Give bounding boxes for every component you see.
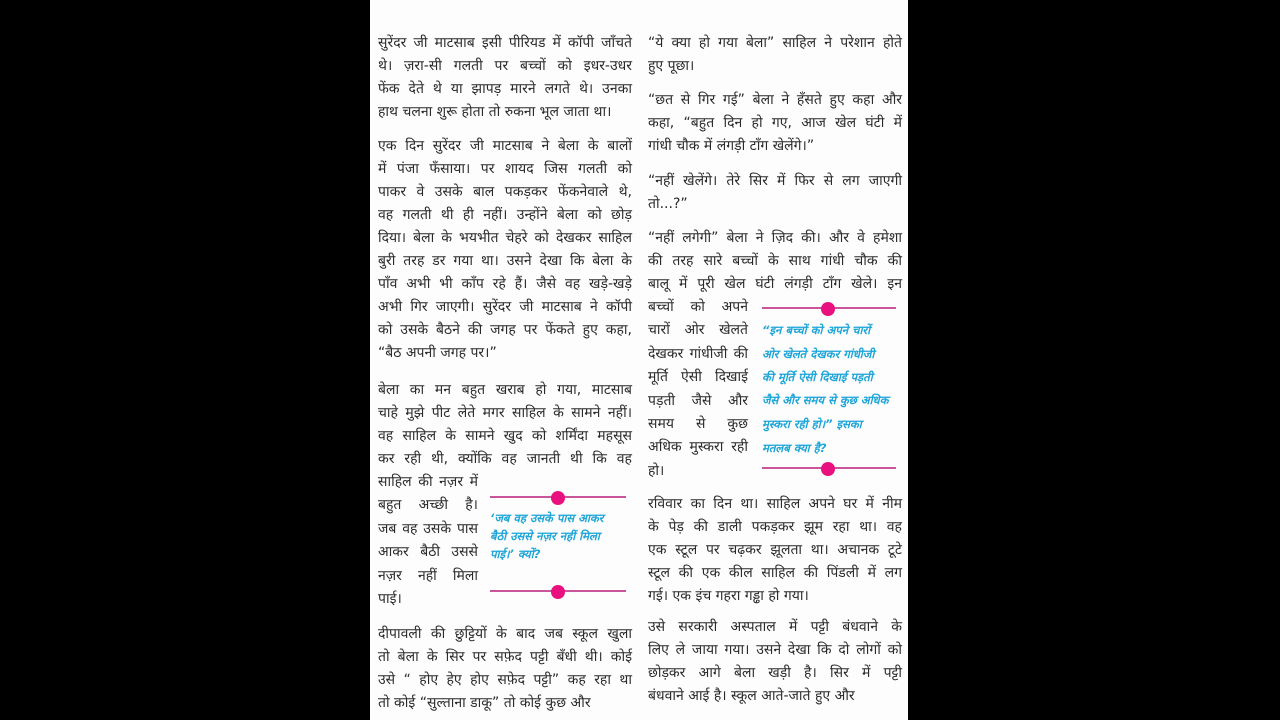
paragraph-line: “नहीं खेलेंगे। तेरे सिर में फिर से लग जाएगी — [648, 173, 902, 189]
paragraph-line: वह गलती थी ही नहीं। उन्होंने बेला को छोड़ — [378, 207, 632, 223]
paragraph-line: रविवार का दिन था। साहिल अपने घर में नीम — [648, 496, 902, 512]
paragraph-line: हुए पूछा। — [648, 58, 695, 74]
paragraph-line: गांधी चौक में लंगड़ी टाँग खेलेंगे।” — [648, 138, 815, 154]
paragraph-line: पड़ती जैसे और — [648, 392, 748, 409]
paragraph-line: एक स्टूल पर चढ़कर झूलता था। अचानक टूटे — [648, 542, 902, 558]
paragraph-line: बेला का मन बहुत खराब हो गया, माटसाब — [378, 382, 632, 398]
paragraph-line: चाहे मुझे पीट लेते मगर साहिल के सामने नहीं। — [378, 405, 632, 421]
callout-question-line: पाई।’ क्यों? — [490, 547, 541, 561]
callout-dot-icon — [821, 302, 835, 316]
paragraph-line: थे। ज़रा-सी गलती पर बच्चों को इधर-उधर — [378, 58, 632, 74]
paragraph-line: अधिक मुस्करा रही — [648, 439, 748, 456]
paragraph-line: जब वह उसके पास — [378, 520, 478, 537]
paragraph-line: बुरी तरह डर गया था। उसने देखा कि बेला के — [378, 253, 632, 269]
paragraph-line: बंधवाने आई है। स्कूल आते-जाते हुए और — [648, 688, 855, 704]
paragraph-line: कहा, “बहुत दिन हो गए, आज खेल घंटी में — [648, 115, 902, 131]
paragraph-line: नज़र नहीं मिला — [378, 567, 478, 584]
paragraph-line: पाई। — [378, 591, 402, 607]
paragraph-line: पाकर वे उसके बाल पकड़कर फेंकनेवाले थे, — [378, 184, 632, 200]
paragraph-line: चारों ओर खेलते — [648, 322, 748, 339]
paragraph-line: देखकर गांधीजी की — [648, 345, 748, 362]
callout-question-line: जैसे और समय से कुछ अधिक — [762, 393, 889, 407]
paragraph-line: को उसके बैठने की जगह पर फेंकते हुए कहा, — [378, 322, 632, 338]
paragraph-line: “छत से गिर गई” बेला ने हँसते हुए कहा और — [648, 92, 902, 108]
callout-dot-icon — [551, 585, 565, 599]
paragraph-line: पाँव अभी भी काँप रहे हैं। जैसे वह खड़े-खड़े — [378, 276, 632, 292]
callout-question-line: बैठी उससे नज़र नहीं मिला — [490, 529, 600, 543]
paragraph-line: फेंक देते थे या झापड़ मारने लगते थे। उनका — [378, 81, 632, 97]
paragraph-line: तो...?” — [648, 196, 688, 212]
callout-question-line: ‘जब वह उसके पास आकर — [490, 511, 604, 525]
paragraph-line: मूर्ति ऐसी दिखाई — [648, 369, 748, 386]
callout-dot-icon — [821, 462, 835, 476]
paragraph-line: में पंजा फँसाया। पर शायद जिस गलती को — [378, 161, 632, 177]
callout-question-line: “इन बच्चों को अपने चारों — [762, 323, 871, 337]
paragraph-line: आकर बैठी उससे — [378, 544, 478, 561]
paragraph-line: वह साहिल के सामने खुद को शर्मिंदा महसूस — [378, 428, 632, 444]
paragraph-line: दीपावली की छुट्टियों के बाद जब स्कूल खुला — [378, 626, 632, 642]
paragraph-line: हाथ चलना शुरू होता तो रुकना भूल जाता था। — [378, 104, 612, 120]
paragraph-line: बच्चों को अपने — [648, 299, 748, 315]
paragraph-line: तो बेला के सिर पर सफ़ेद पट्टी बँधी थी। कोई — [378, 649, 632, 665]
paragraph-line: कर रही थी, क्योंकि वह जानती थी कि वह — [378, 451, 632, 467]
paragraph-line: उसे सरकारी अस्पताल में पट्टी बंधवाने के — [648, 619, 902, 635]
paragraph-line: स्टूल की एक कील साहिल की पिंडली में लग — [648, 565, 902, 581]
paragraph-line: साहिल की नज़र में — [378, 474, 478, 490]
book-page — [370, 0, 908, 720]
paragraph-line: बालू में पूरी खेल घंटी लंगड़ी टाँग खेले। इन — [648, 276, 902, 292]
paragraph-line: उसे “ होए हेए होए सफ़ेद पट्टी” कह रहा था — [378, 672, 632, 688]
paragraph-line: के पेड़ की डाली पकड़कर झूम रहा था। वह — [648, 519, 902, 535]
paragraph-line: दिया। बेला के भयभीत चेहरे को देखकर साहिल — [378, 230, 632, 246]
paragraph-line: बहुत अच्छी है। — [378, 497, 478, 514]
callout-question-line: मुस्करा रही हो।” इसका — [762, 417, 862, 431]
paragraph-line: एक दिन सुरेंदर जी माटसाब ने बेला के बालों — [378, 138, 632, 154]
paragraph-line: लिए ले जाया गया। उसने देखा कि दो लोगों को — [648, 642, 902, 658]
paragraph-line: सुरेंदर जी माटसाब इसी पीरियड में कॉपी जाँचते — [378, 35, 632, 51]
callout-question-line: ओर खेलते देखकर गांधीजी — [762, 347, 875, 361]
callout-question-line: की मूर्ति ऐसी दिखाई पड़ती — [762, 370, 873, 384]
callout-question-line: मतलब क्या है? — [762, 441, 827, 455]
paragraph-line: “बैठ अपनी जगह पर।” — [378, 345, 497, 361]
paragraph-line: समय से कुछ — [648, 416, 748, 432]
paragraph-line: हो। — [648, 462, 665, 479]
paragraph-line: अभी गिर जाएगी। सुरेंदर जी माटसाब ने कॉपी — [378, 299, 632, 315]
callout-dot-icon — [551, 491, 565, 505]
paragraph-line: की तरह सारे बच्चों के साथ गांधी चौक की — [648, 253, 902, 269]
paragraph-line: “नहीं लगेगी” बेला ने ज़िद की। और वे हमेशा — [648, 230, 902, 246]
paragraph-line: तो कोई “सुल्ताना डाकू” तो कोई कुछ और — [378, 695, 591, 711]
paragraph-line: छोड़कर आगे बेला खड़ी है। सिर में पट्टी — [648, 665, 902, 681]
paragraph-line: “ये क्या हो गया बेला” साहिल ने परेशान होते — [648, 35, 902, 51]
paragraph-line: गई। एक इंच गहरा गड्ढा हो गया। — [648, 588, 809, 604]
